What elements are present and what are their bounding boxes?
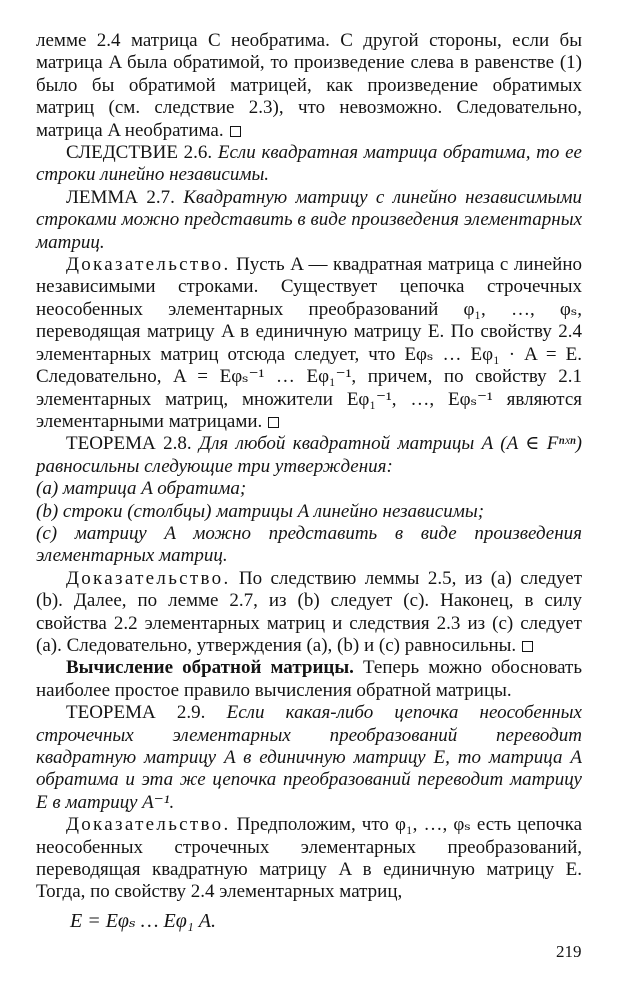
section-title: Вычисление обратной матрицы. <box>66 657 354 679</box>
theorem-2-9 <box>36 702 582 814</box>
theorem-statement: Для любой квадратной матрицы A (A ∈ Fⁿˣⁿ) равносильны следующие три утверждения: <box>36 433 582 477</box>
lemma-label: ЛЕММА 2.7. <box>66 186 175 208</box>
proof-text: По следствию леммы 2.5, из (a) следует (b). Далее, по лемме 2.7, из (b) следует (c). Наконец, в силу свойства 2.2 элементарных матриц и следствия 2.3 из (c) следует (a). Следовательно, утверждения (a), (b) и (c) равносильны. <box>36 567 583 656</box>
proof-word: Доказательство. <box>66 254 231 276</box>
display-formula: E = Eφₛ … Eφ₁ A. <box>70 909 216 932</box>
page-body <box>36 30 582 932</box>
theorem-label: ТЕОРЕМА 2.8. <box>66 433 192 455</box>
theorem-statement: Если какая-либо цепочка неособенных строчечных элементарных преобразований переводит квадратную матрицу A в единичную матрицу E, то матрица A обратима и эта же цепочка преобразований переводит матрицу E в матрицу A⁻¹. <box>36 702 582 813</box>
section-text: Теперь можно обосновать наиболее простое правило вычисления обратной матрицы. <box>36 657 582 701</box>
proof-text: Предположим, что φ₁, …, φₛ есть цепочка неособенных строчечных элементарных преобразований, переводящая квадратную матрицу A в единичную матрицу E. Тогда, по свойству 2.4 элементарных матриц, <box>36 814 582 903</box>
proof-word: Доказательство. <box>66 814 231 836</box>
qed-box-icon <box>522 641 533 652</box>
corollary-2-6 <box>36 142 582 187</box>
proof-word: Доказательство. <box>66 567 231 589</box>
proof-lemma-2-7 <box>36 254 582 433</box>
intro-text: лемме 2.4 матрица C необратима. С другой стороны, если бы матрица A была обратимой, то произведение слева в равенстве (1) было бы обратимой матрицей, как произведение обратимых матриц (см. следствие 2.3), что невозможно. Следовательно, матрица A необратима. <box>36 30 582 141</box>
lemma-2-7 <box>36 187 582 254</box>
corollary-statement: Если квадратная матрица обратима, то ее строки линейно независимы. <box>36 142 582 186</box>
list-item: (c) матрицу A можно представить в виде произведения элементарных матриц. <box>36 522 582 567</box>
proof-theorem-2-9 <box>36 814 582 904</box>
qed-box-icon <box>268 417 279 428</box>
page-number: 219 <box>556 942 582 961</box>
proof-text: Пусть A — квадратная матрица с линейно независимыми строками. Существует цепочка строчечных неособенных элементарных преобразований φ₁, …, φₛ, переводящая матрицу A в единичную матрицу E. По свойству 2.4 элементарных матриц отсюда следует, что Eφₛ … Eφ₁ · A = E. Следовательно, A = Eφₛ⁻¹ … Eφ₁⁻¹, причем, по свойству 2.1 элементарных матриц, множители Eφ₁⁻¹, …, Eφₛ⁻¹ являются элементарными матрицами. <box>36 254 583 432</box>
theorem-2-8 <box>36 433 582 478</box>
corollary-label: СЛЕДСТВИЕ 2.6. <box>66 142 213 164</box>
list-item: (a) матрица A обратима; <box>36 478 247 500</box>
intro-paragraph <box>36 30 582 142</box>
theorem-label: ТЕОРЕМА 2.9. <box>66 702 206 724</box>
lemma-statement: Квадратную матрицу с линейно независимыми строками можно представить в виде произведения элементарных матриц. <box>36 186 582 253</box>
proof-theorem-2-8 <box>36 568 582 658</box>
qed-box-icon <box>230 126 241 137</box>
section-inverse-matrix <box>36 657 582 702</box>
theorem-2-8-items <box>36 478 582 568</box>
list-item: (b) строки (столбцы) матрицы A линейно независимы; <box>36 500 485 522</box>
